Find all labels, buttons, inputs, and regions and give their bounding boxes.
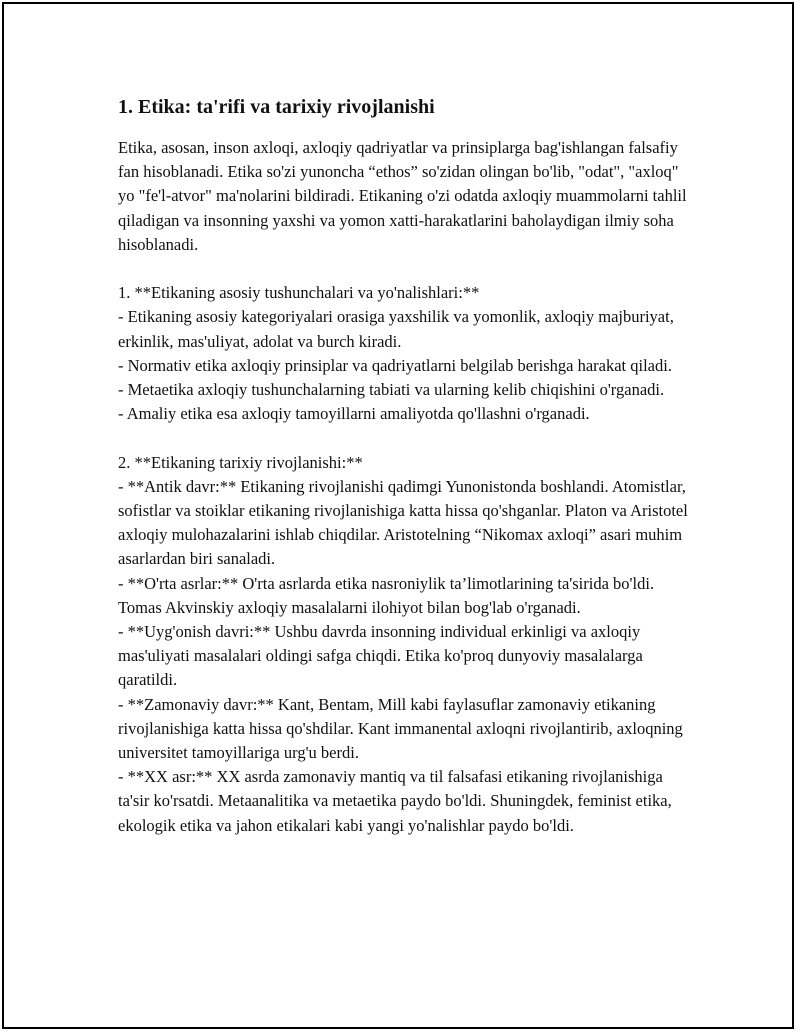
paragraph-gap <box>118 426 688 450</box>
list-item: - Amaliy etika esa axloqiy tamoyillarni amaliyotda qo'llashni o'rganadi. <box>118 404 590 424</box>
list-item: - **Zamonaviy davr:** Kant, Bentam, Mill kabi faylasuflar zamonaviy etikaning rivojlanishiga katta hissa qo'shdilar. Kant immanental axloqni rivojlantirib, axloqning universitet tamoyillariga urg'u berdi. <box>118 694 683 763</box>
section-heading: 2. **Etikaning tarixiy rivojlanishi:** <box>118 452 363 472</box>
list-item: - Metaetika axloqiy tushunchalarning tabiati va ularning kelib chiqishini o'rganadi. <box>118 380 665 400</box>
document-title: 1. Etika: ta'rifi va tarixiy rivojlanishi <box>118 96 435 118</box>
section-heading: 1. **Etikaning asosiy tushunchalari va yo'nalishlari:** <box>118 283 480 303</box>
list-item: - **Antik davr:** Etikaning rivojlanishi qadimgi Yunonistonda boshlandi. Atomistlar, sofistlar va stoiklar etikaning rivojlanishiga katta hissa qo'shganlar. Platon va Aristotel axloqiy mulohazalarini ishlab chiqdilar. Aristotelning “Nikomax axloqi” asari muhim asarlardan biri sanaladi. <box>118 476 688 569</box>
list-item: - **O'rta asrlar:** O'rta asrlarda etika nasroniylik ta’limotlarining ta'sirida bo'ldi. Tomas Akvinskiy axloqiy masalalarni ilohiyot bilan bog'lab o'rganadi. <box>118 573 655 617</box>
intro-paragraph: Etika, asosan, inson axloqi, axloqiy qadriyatlar va prinsiplarga bag'ishlangan falsafiy fan hisoblanadi. Etika so'zi yunoncha “ethos” so'zidan olingan bo'lib, "odat", "axloq" yo "fe'l-atvor" ma'nolarini bildiradi. Etikaning o'zi odatda axloqiy muammolarni tahlil qiladigan va insonning yaxshi va yomon xatti-harakatlarini baholaydigan ilmiy soha hisoblanadi. <box>118 138 687 254</box>
list-item: - Etikaning asosiy kategoriyalari orasiga yaxshilik va yomonlik, axloqiy majburiyat, erkinlik, mas'uliyat, adolat va burch kiradi. <box>118 307 674 351</box>
list-item: - **Uyg'onish davri:** Ushbu davrda insonning individual erkinligi va axloqiy mas'uliyati masalalari oldingi safga chiqdi. Etika ko'proq dunyoviy masalalarga qaratildi. <box>118 622 643 690</box>
document-body <box>118 92 688 838</box>
paragraph-gap <box>118 257 688 281</box>
list-item: - Normativ etika axloqiy prinsiplar va qadriyatlarni belgilab berishga harakat qiladi. <box>118 355 672 375</box>
list-item: - **XX asr:** XX asrda zamonaviy mantiq va til falsafasi etikaning rivojlanishiga ta'sir ko'rsatdi. Metaanalitika va metaetika paydo bo'ldi. Shuningdek, feminist etika, ekologik etika va jahon etikalari kabi yangi yo'nalishlar paydo bo'ldi. <box>118 767 672 835</box>
